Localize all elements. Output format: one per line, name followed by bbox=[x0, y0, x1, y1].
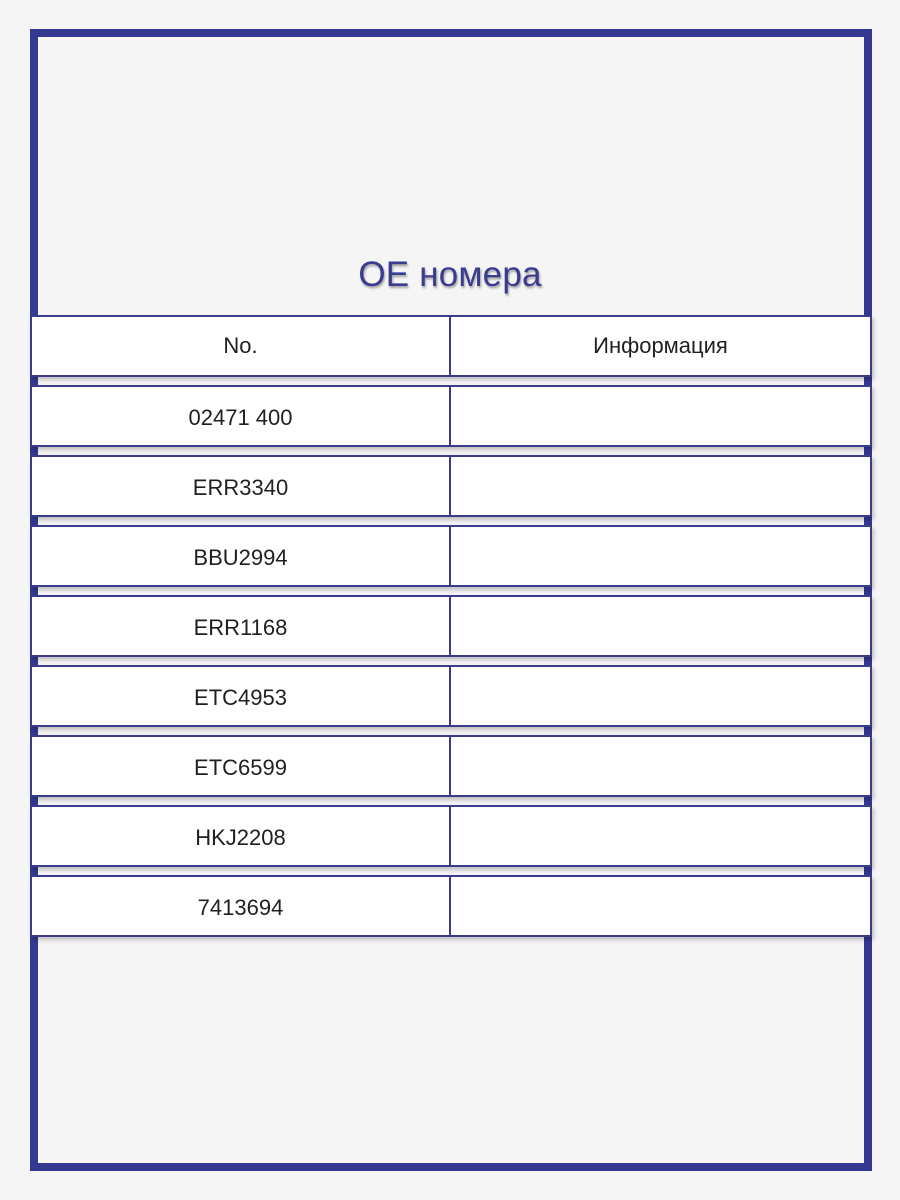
cell-no: ETC4953 bbox=[30, 665, 451, 727]
cell-info bbox=[451, 875, 872, 937]
table-row bbox=[30, 385, 872, 447]
table-row bbox=[30, 875, 872, 937]
cell-info bbox=[451, 385, 872, 447]
page-title: OE номера bbox=[358, 255, 542, 294]
cell-info bbox=[451, 455, 872, 517]
table-row bbox=[30, 805, 872, 867]
cell-info bbox=[451, 665, 872, 727]
cell-no: BBU2994 bbox=[30, 525, 451, 587]
table-header-row bbox=[30, 315, 872, 377]
cell-info bbox=[451, 595, 872, 657]
table-row bbox=[30, 735, 872, 797]
cell-info bbox=[451, 525, 872, 587]
cell-no: 02471 400 bbox=[30, 385, 451, 447]
cell-no: ERR1168 bbox=[30, 595, 451, 657]
cell-no: HKJ2208 bbox=[30, 805, 451, 867]
cell-no: 7413694 bbox=[30, 875, 451, 937]
table-row bbox=[30, 525, 872, 587]
table-row bbox=[30, 595, 872, 657]
cell-no: ETC6599 bbox=[30, 735, 451, 797]
cell-info bbox=[451, 805, 872, 867]
table-row bbox=[30, 455, 872, 517]
header-no: No. bbox=[30, 315, 451, 377]
header-info: Информация bbox=[451, 315, 872, 377]
cell-info bbox=[451, 735, 872, 797]
table-row bbox=[30, 665, 872, 727]
cell-no: ERR3340 bbox=[30, 455, 451, 517]
